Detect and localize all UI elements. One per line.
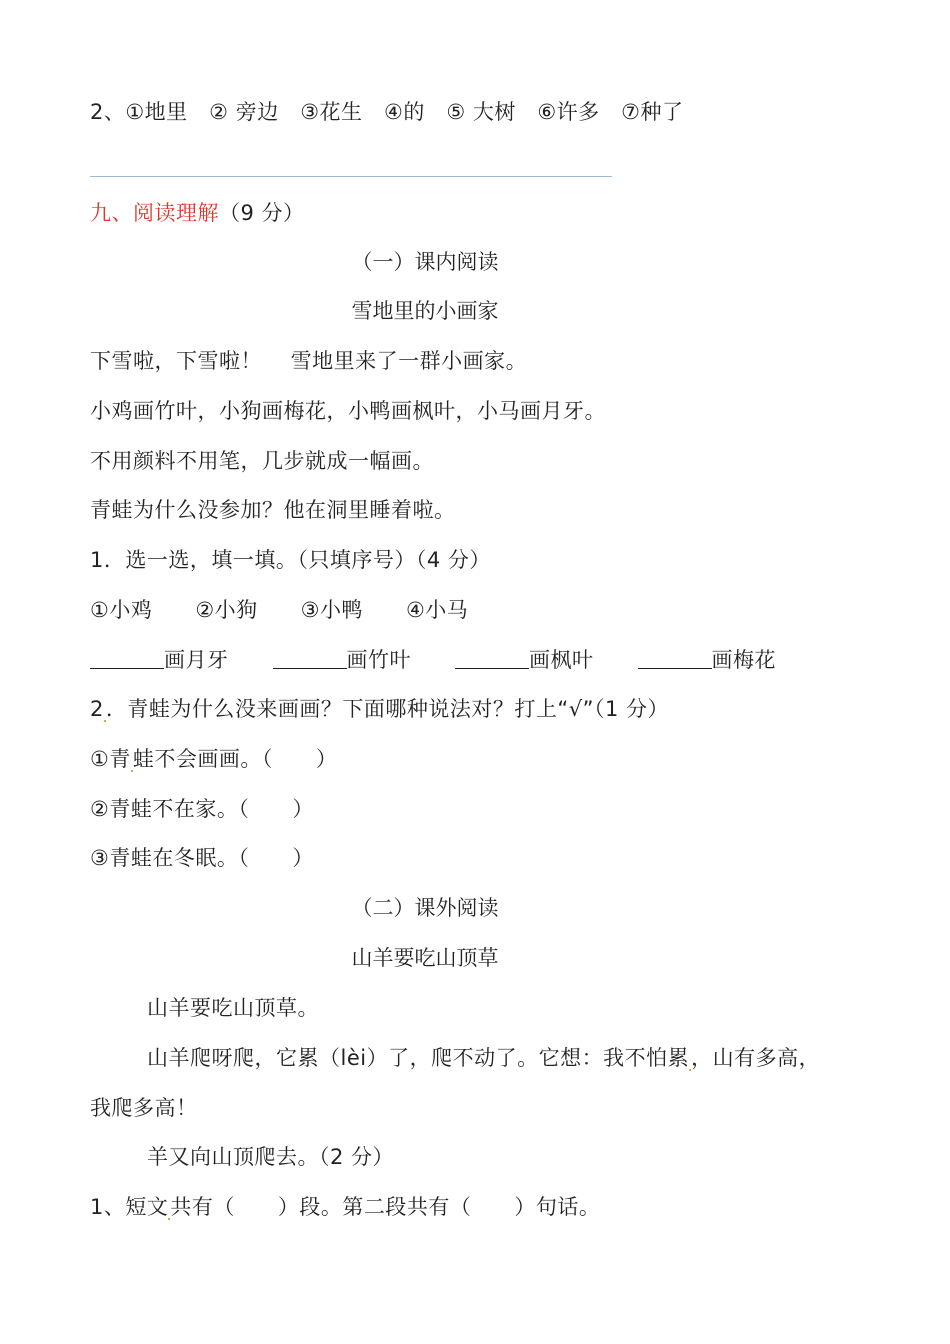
poem-line: 小鸡画竹叶，小狗画梅花，小鸭画枫叶，小马画月牙。 bbox=[90, 399, 606, 423]
question-2-option: ②青蛙不在家。（ ） bbox=[90, 797, 314, 821]
section-heading bbox=[90, 199, 305, 227]
answer-line bbox=[90, 176, 612, 177]
poem-line: 青蛙为什么没参加？他在洞里睡着啦。 bbox=[90, 498, 456, 522]
part2-title: 山羊要吃山顶草 bbox=[351, 946, 499, 970]
story-paragraph-cont: 我爬多高！ bbox=[90, 1096, 198, 1120]
story-paragraph: 羊又向山顶爬去。（2 分） bbox=[147, 1145, 395, 1169]
part2-heading: （二）课外阅读 bbox=[351, 896, 499, 920]
blank-label: 画梅花 bbox=[711, 648, 776, 672]
blank-label: 画枫叶 bbox=[529, 648, 594, 672]
question-2-option: ③青蛙在冬眠。（ ） bbox=[90, 846, 314, 870]
part1-title: 雪地里的小画家 bbox=[351, 299, 499, 323]
fill-blank[interactable] bbox=[273, 648, 347, 669]
fill-blank[interactable] bbox=[455, 648, 529, 669]
question-1-blanks bbox=[90, 646, 776, 674]
sentence-order-question: 2、①地里 ② 旁边 ③花生 ④的 ⑤ 大树 ⑥许多 ⑦种了 bbox=[90, 100, 684, 124]
fill-blank[interactable] bbox=[638, 648, 712, 669]
question-2: 2．青蛙为什么没来画画？下面哪种说法对？打上“√”（1 分） bbox=[90, 697, 670, 721]
section-score: （9 分） bbox=[219, 201, 305, 225]
part1-heading: （一）课内阅读 bbox=[351, 250, 499, 274]
blank-label: 画月牙 bbox=[164, 648, 229, 672]
story-paragraph: 山羊要吃山顶草。 bbox=[147, 996, 319, 1020]
blank-label: 画竹叶 bbox=[346, 648, 411, 672]
question-2-option: ①青蛙不会画画。（ ） bbox=[90, 747, 338, 771]
poem-line: 下雪啦，下雪啦！ 雪地里来了一群小画家。 bbox=[90, 349, 528, 373]
part2-question-1: 1、短文共有（ ）段。第二段共有（ ）句话。 bbox=[90, 1195, 601, 1219]
question-1: 1．选一选，填一填。（只填序号）（4 分） bbox=[90, 548, 491, 572]
poem-line: 不用颜料不用笔，几步就成一幅画。 bbox=[90, 449, 434, 473]
question-1-options: ①小鸡 ②小狗 ③小鸭 ④小马 bbox=[90, 598, 469, 622]
story-paragraph: 山羊爬呀爬，它累（lèi）了，爬不动了。它想：我不怕累，山有多高， bbox=[147, 1046, 821, 1070]
section-title: 九、阅读理解 bbox=[90, 201, 219, 225]
fill-blank[interactable] bbox=[90, 648, 164, 669]
